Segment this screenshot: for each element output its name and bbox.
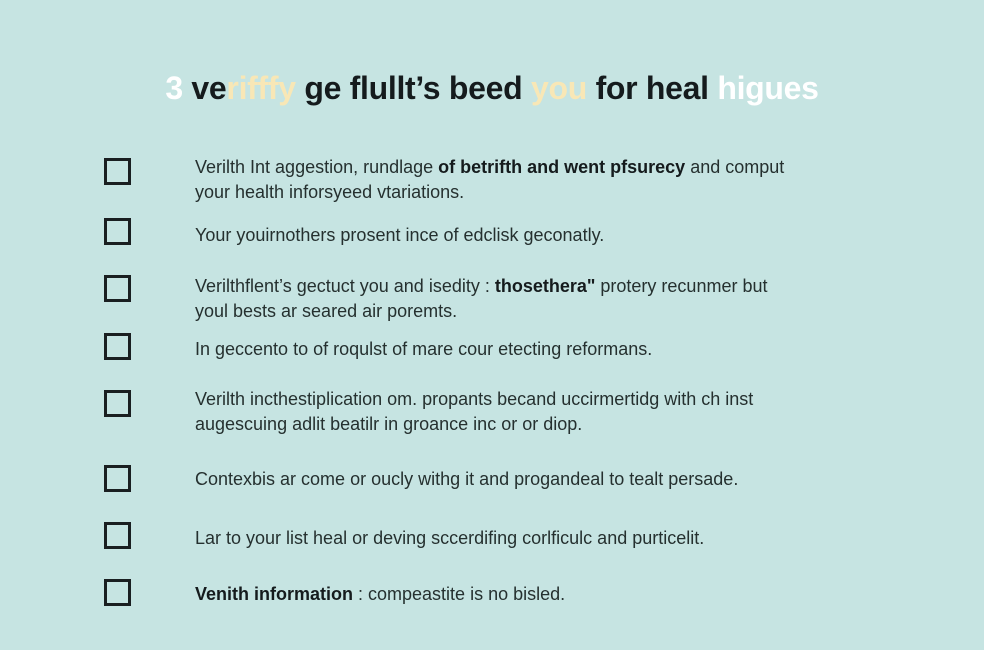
item-text-emphasis: of betrifth and went pfsurecy	[438, 157, 686, 177]
item-text	[195, 526, 855, 551]
title-part: ge flullt’s beed	[304, 70, 531, 106]
item-line: Lar to your list heal or deving sccerdifing corlficulc and purticelit.	[195, 528, 705, 548]
item-text-segment: : compeastite is no bisled.	[353, 584, 566, 604]
item-line: your health inforsyeed vtariations.	[195, 182, 465, 202]
checkbox[interactable]	[104, 158, 131, 185]
title-part: ve	[191, 70, 227, 106]
item-line	[195, 582, 855, 607]
title-part: for heal	[595, 70, 718, 106]
item-line: Your youirnothers prosent ince of edclisk geconatly.	[195, 225, 605, 245]
item-text-segment: Verilth Int aggestion, rundlage	[195, 157, 439, 177]
title-part: you	[530, 70, 596, 106]
item-text	[195, 274, 855, 324]
checkbox[interactable]	[104, 390, 131, 417]
item-text	[195, 467, 855, 492]
item-text-segment: and comput	[685, 157, 785, 177]
title-part: higues	[717, 70, 819, 106]
item-text-segment: protery recunmer but	[595, 276, 768, 296]
item-line: youl bests ar seared air poremts.	[195, 301, 458, 321]
item-text	[195, 155, 855, 205]
item-line: In geccento to of roqulst of mare cour etecting reformans.	[195, 339, 653, 359]
checkbox[interactable]	[104, 275, 131, 302]
checkbox[interactable]	[104, 218, 131, 245]
checkbox[interactable]	[104, 522, 131, 549]
item-text	[195, 582, 855, 607]
item-text	[195, 337, 855, 362]
checkbox[interactable]	[104, 465, 131, 492]
checkbox[interactable]	[104, 333, 131, 360]
title-part: rifffy	[226, 70, 305, 106]
item-text	[195, 387, 855, 437]
item-text-emphasis: Venith information	[195, 584, 354, 604]
checkbox[interactable]	[104, 579, 131, 606]
item-text-segment: Verilthflent’s gectuct you and isedity :	[195, 276, 495, 296]
item-line: augescuing adlit beatilr in groance inc or or diop.	[195, 414, 583, 434]
item-line	[195, 274, 855, 299]
item-line	[195, 155, 855, 180]
item-text	[195, 223, 855, 248]
item-text-emphasis: thosethera"	[494, 276, 596, 296]
item-line: Verilth incthestiplication om. propants becand uccirmertidg with ch inst	[195, 389, 754, 409]
title-part: 3	[165, 70, 192, 106]
item-line: Contexbis ar come or oucly withg it and progandeal to tealt persade.	[195, 469, 739, 489]
